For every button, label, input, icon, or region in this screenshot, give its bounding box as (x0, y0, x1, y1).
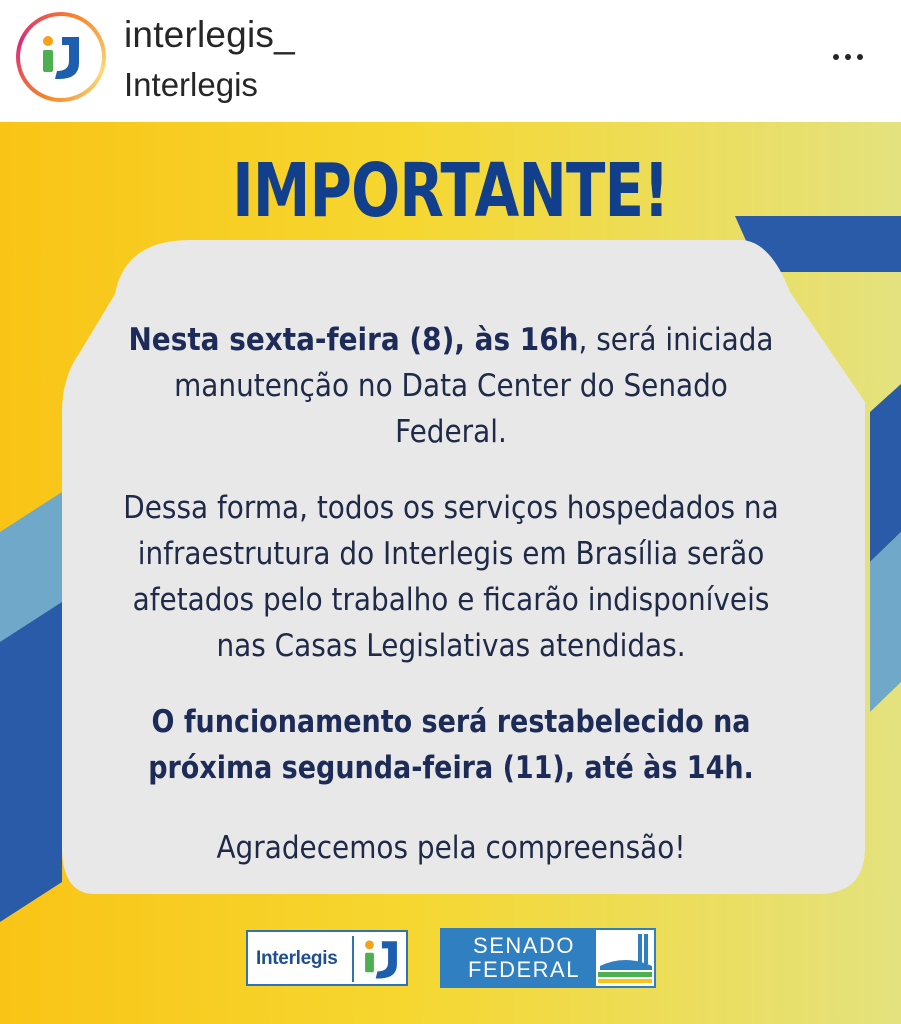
schedule-text: , será iniciada manutenção no Data Center do Senado Federal. (174, 322, 774, 450)
schedule-bold-text: Nesta sexta-feira (8), às 16h (128, 322, 579, 358)
post-image[interactable] (0, 122, 901, 1024)
senado-emblem-icon (596, 930, 654, 986)
interlegis-logo-icon (35, 31, 87, 83)
senado-federal-logo (440, 928, 656, 988)
paragraph-restore: O funcionamento será restabelecido na próxima segunda-feira (11), até às 14h. (148, 704, 754, 786)
right-stripe-blue (870, 384, 901, 562)
left-stripe-blue (0, 602, 62, 922)
senado-logo-line2: FEDERAL (468, 957, 580, 982)
senado-logo-text (452, 934, 596, 982)
more-options-button[interactable] (826, 42, 870, 72)
right-stripe-light (870, 532, 901, 712)
account-fullname: Interlegis (124, 66, 258, 103)
username[interactable]: interlegis_ (124, 14, 295, 55)
interlegis-logo-icon (358, 935, 404, 983)
logo-divider (352, 936, 354, 982)
more-horizontal-icon (845, 54, 851, 60)
more-horizontal-icon (857, 54, 863, 60)
senado-logo-line1: SENADO (473, 933, 575, 958)
paragraph-thanks: Agradecemos pela compreensão! (216, 830, 686, 866)
post-header (0, 0, 901, 120)
more-horizontal-icon (833, 54, 839, 60)
avatar[interactable] (16, 12, 106, 102)
paragraph-impact: Dessa forma, todos os serviços hospedados na infraestrutura do Interlegis em Brasília serão afetados pelo trabalho e ficarão indisponíveis nas Casas Legislativas atendidas. (123, 490, 779, 664)
post-title: IMPORTANTE! (232, 148, 669, 234)
paragraph-schedule (117, 317, 785, 455)
interlegis-logo (246, 930, 408, 986)
interlegis-logo-label: Interlegis (256, 948, 338, 969)
post-body (80, 317, 822, 871)
avatar-inner (20, 16, 102, 98)
